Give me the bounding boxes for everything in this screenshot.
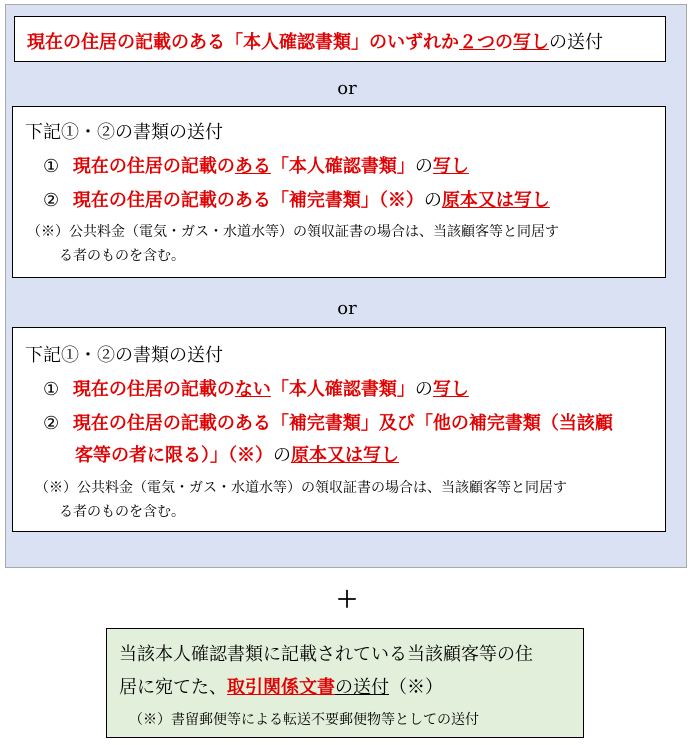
option-2-note-line-1: （※）公共料金（電気・ガス・水道水等）の領収証書の場合は、当該顧客等と同居す [27,224,559,240]
or-separator-1: or [337,78,357,99]
item-2-text-a: 現在の住居の記載のある「補完書類」（※） [72,190,424,211]
option-3-item-2 [43,409,613,435]
item-1-text-doc: 「本人確認書類」 [270,379,415,400]
or-separator-2: or [337,298,357,319]
final-transaction-documents: 取引関係文書 [227,677,335,698]
item-number: ① [43,379,60,400]
item-2-text-a: 現在の住居の記載のある「補完書類」及び「他の補完書類（当該顧 [72,413,613,434]
option-1-two-copies: ２つ [459,32,495,53]
option-1-copy: 写し [513,32,549,53]
item-1-text-a: 現在の住居の記載の [72,379,235,400]
item-2-text-no: の [423,190,442,211]
final-note: （※）書留郵便等による転送不要郵便物等としての送付 [129,712,479,728]
option-2-box [12,106,666,278]
item-1-text-aru: ある [234,156,271,177]
additional-requirement-box [106,628,584,738]
item-1-text-copy: 写し [432,379,469,400]
item-2-text-original: 原本又は写し [291,445,399,466]
option-2-item-2 [43,186,550,212]
final-line-2 [119,673,443,699]
item-number: ② [43,413,60,434]
option-2-note-line-2: る者のものを含む。 [59,248,185,264]
item-1-text-copy: 写し [432,156,469,177]
option-3-item-2-continued [75,441,399,467]
option-3-item-1 [43,375,469,401]
option-1-box [14,16,666,62]
final-asterisk: （※） [389,677,443,698]
item-1-text-no: の [414,379,433,400]
item-2-text-b: 客等の者に限る）」（※） [75,445,273,466]
item-2-text-original: 原本又は写し [441,190,550,211]
final-line-2-a: 居に宛てた、 [119,677,227,698]
item-2-text-no: の [273,445,291,466]
option-2-heading: 下記①・②の書類の送付 [25,122,223,143]
option-1-part-3: の [495,32,513,53]
option-3-box [12,327,666,532]
option-1-text [27,28,603,54]
option-3-note-line-2: る者のものを含む。 [59,504,185,520]
plus-sign: ＋ [335,587,358,613]
item-1-text-nai: ない [234,379,271,400]
item-number: ① [43,156,60,177]
item-number: ② [43,190,60,211]
item-1-text-no: の [414,156,433,177]
option-1-send: の送付 [549,32,603,53]
option-2-item-1 [43,152,469,178]
option-3-note-line-1: （※）公共料金（電気・ガス・水道水等）の領収証書の場合は、当該顧客等と同居す [35,480,567,496]
item-1-text-doc: 「本人確認書類」 [270,156,415,177]
final-send: の送付 [335,677,389,698]
final-line-1: 当該本人確認書類に記載されている当該顧客等の住 [119,644,533,665]
option-1-part-1: 現在の住居の記載のある「本人確認書類」のいずれか [27,32,459,53]
option-3-heading: 下記①・②の書類の送付 [25,345,223,366]
item-1-text-a: 現在の住居の記載の [72,156,235,177]
